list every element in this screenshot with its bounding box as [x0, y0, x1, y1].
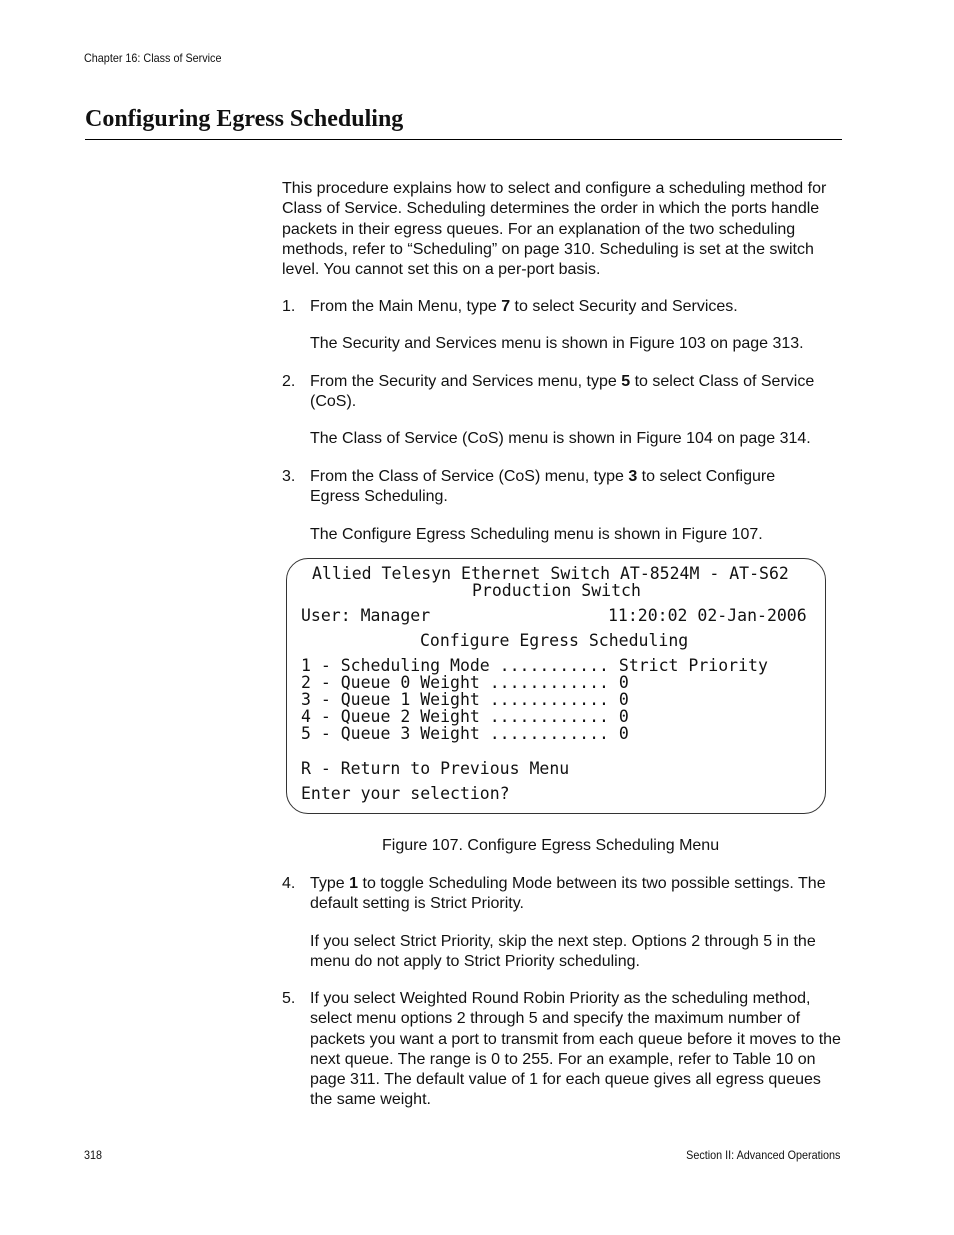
menu-option-2: 2 - Queue 0 Weight ............ 0 [301, 673, 629, 692]
step-number: 3. [282, 468, 296, 485]
step-number: 1. [282, 298, 296, 315]
step-text: From the Main Menu, type 7 to select Security and Services. [310, 298, 738, 315]
footer-section: Section II: Advanced Operations [685, 1148, 840, 1162]
title-rule [85, 139, 842, 140]
terminal-datetime: 11:20:02 02-Jan-2006 [608, 606, 807, 625]
menu-option-return: R - Return to Previous Menu [301, 759, 570, 778]
step-2-note: The Class of Service (CoS) menu is shown in Figure 104 on page 314. [310, 430, 811, 447]
page-number: 318 [84, 1148, 103, 1162]
step-text: If you select Weighted Round Robin Priority as the scheduling method, select menu options 2 through 5 and specify the maximum number of packets you want a port to transmit from each queue before it moves to the next queue. The range is 0 to 255. For an example, refer to Table 10 on page 311. The default value of 1 for each queue gives all egress queues the same weight. [310, 990, 841, 1109]
menu-option-1: 1 - Scheduling Mode ........... Strict Priority [301, 656, 768, 675]
terminal-menu-title: Configure Egress Scheduling [420, 631, 689, 650]
step-4-note: If you select Strict Priority, skip the next step. Options 2 through 5 in the menu do not apply to Strict Priority scheduling. [310, 933, 816, 971]
terminal-user: User: Manager [301, 606, 431, 625]
step-3-note: The Configure Egress Scheduling menu is shown in Figure 107. [310, 526, 763, 543]
menu-option-3: 3 - Queue 1 Weight ............ 0 [301, 690, 629, 709]
step-1-note: The Security and Services menu is shown in Figure 103 on page 313. [310, 335, 804, 352]
step-text: From the Class of Service (CoS) menu, type 3 to select Configure Egress Scheduling. [310, 468, 776, 506]
page-title: Configuring Egress Scheduling [85, 106, 404, 132]
terminal-banner-line1: Allied Telesyn Ethernet Switch AT-8524M - AT-S62 [312, 564, 789, 583]
running-head: Chapter 16: Class of Service [84, 51, 222, 65]
figure-caption: Figure 107. Configure Egress Scheduling Menu [382, 837, 720, 854]
step-number: 2. [282, 373, 296, 390]
intro-paragraph: This procedure explains how to select and configure a scheduling method for Class of Service. Scheduling determines the order in which the ports handle packets in their egress queues. For an explanation of the two scheduling methods, refer to “Scheduling” on page 310. Scheduling is set at the switch level. You cannot set this on a per-port basis. [282, 180, 827, 279]
menu-option-4: 4 - Queue 2 Weight ............ 0 [301, 707, 629, 726]
step-number: 5. [282, 990, 296, 1007]
menu-option-5: 5 - Queue 3 Weight ............ 0 [301, 724, 629, 743]
step-number: 4. [282, 875, 296, 892]
terminal-prompt: Enter your selection? [301, 784, 510, 803]
step-text: Type 1 to toggle Scheduling Mode between its two possible settings. The default setting is Strict Priority. [310, 875, 826, 913]
step-text: From the Security and Services menu, type 5 to select Class of Service (CoS). [310, 373, 815, 411]
terminal-banner-line2: Production Switch [472, 581, 641, 600]
